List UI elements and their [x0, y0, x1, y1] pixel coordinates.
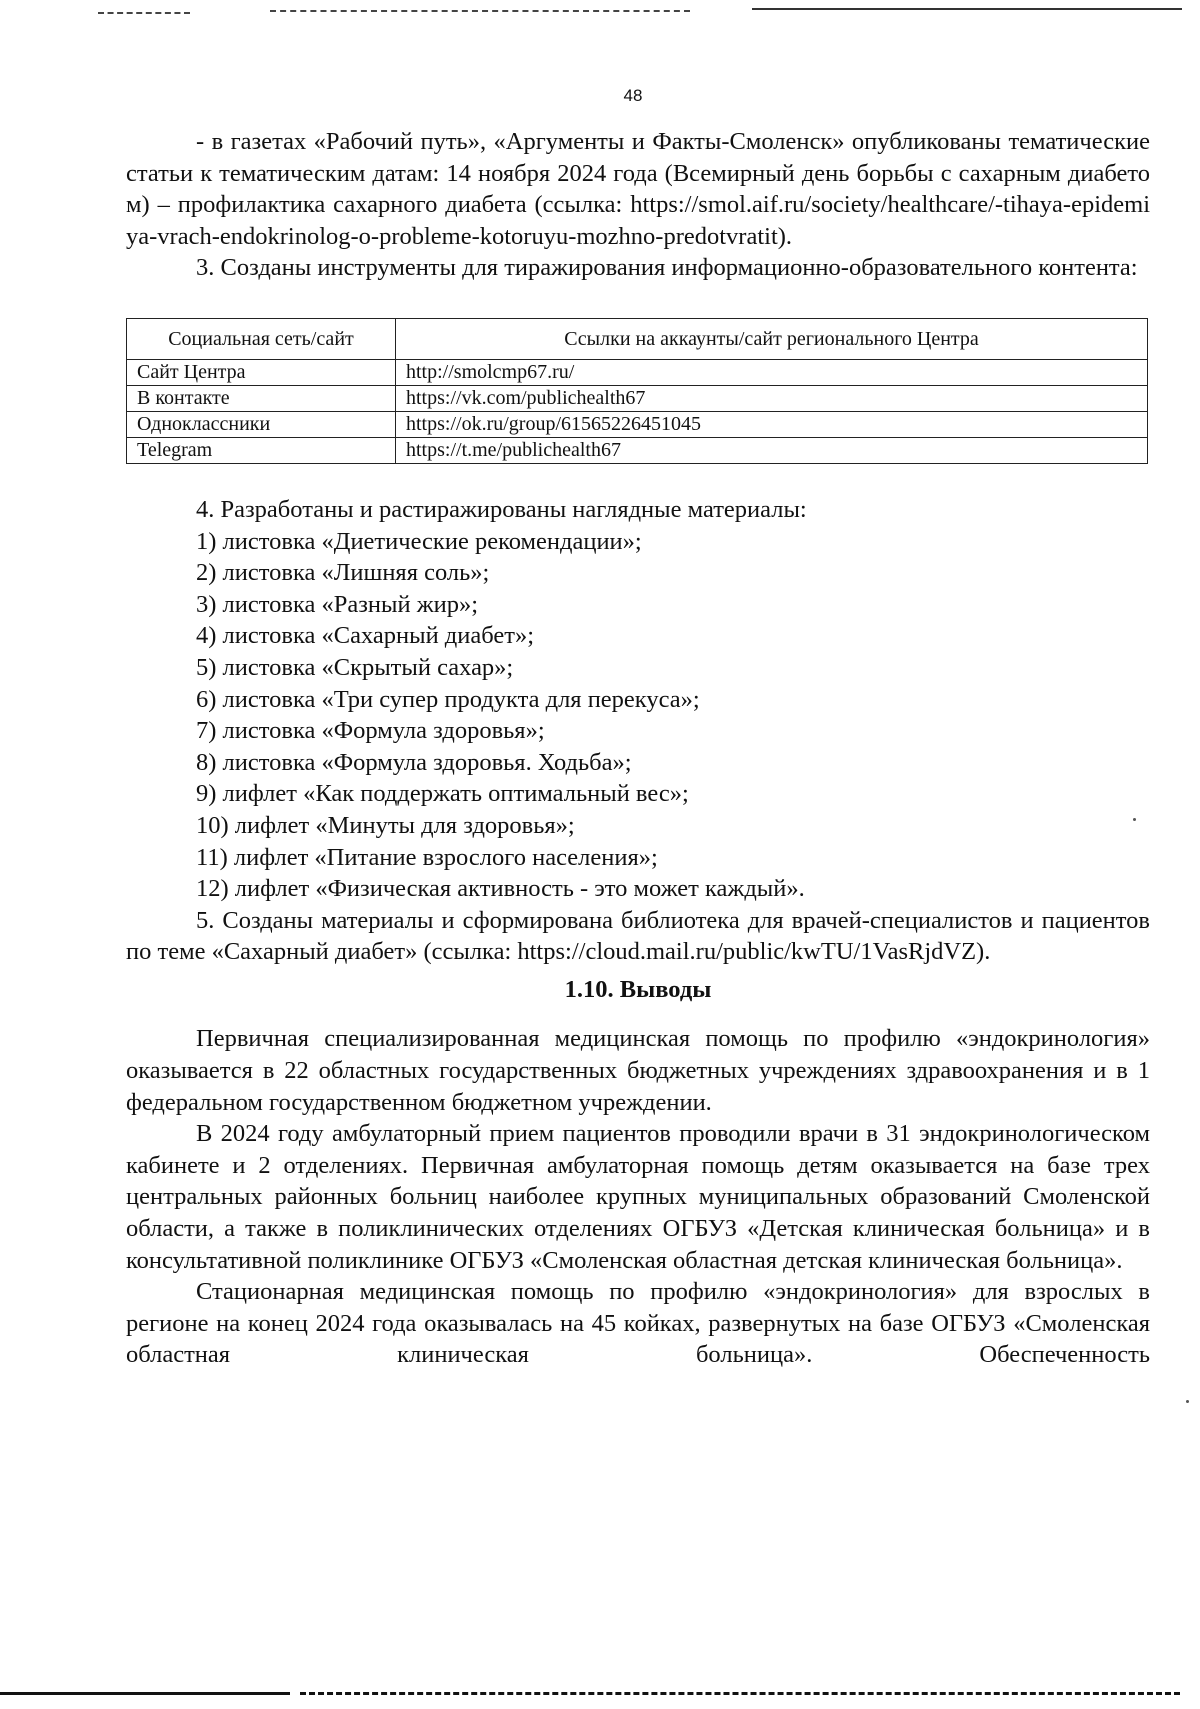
table-row: [127, 437, 1148, 463]
page-number: 48: [623, 86, 643, 105]
table-row: [127, 385, 1148, 411]
list-item: 9) лифлет «Как поддержать оптимальный вес»;: [196, 780, 689, 808]
scan-edge-bottom-left: [0, 1692, 290, 1695]
table-cell-network: В контакте: [127, 385, 396, 411]
scan-edge-bottom-right: [300, 1692, 1180, 1695]
conclusion-paragraph: Стационарная медицинская помощь по профилю «эндокринология» для взрослых в регионе на конец 2024 года оказывалась на 45 койках, развернутых на базе ОГБУЗ «Смоленская областная клиническая больница». Обеспеченность: [126, 1278, 1150, 1369]
newspaper-paragraph: - в газетах «Рабочий путь», «Аргументы и Факты-Смоленск» опубликованы тематические статьи к тематическим датам: 14 ноября 2024 года (Всемирный день борьбы с сахарным диабетом) – профилактика сахарного диабета (ссылка: https://smol.aif.ru/society/healthcare/-tihaya-epidemiya-vrach-endokrinolog-o-probleme-kotoruyu-mozhno-predotvratit).: [126, 128, 1150, 250]
table-header-row: [127, 318, 1148, 359]
table-cell-link[interactable]: https://vk.com/publichealth67: [396, 385, 1148, 411]
table-header-links: Ссылки на аккаунты/сайт регионального Центра: [396, 318, 1148, 359]
list-item: 7) листовка «Формула здоровья»;: [196, 717, 545, 745]
table-cell-link[interactable]: https://t.me/publichealth67: [396, 437, 1148, 463]
table-cell-network: Telegram: [127, 437, 396, 463]
table-cell-network: Сайт Центра: [127, 359, 396, 385]
table-cell-network: Одноклассники: [127, 411, 396, 437]
table-cell-link[interactable]: http://smolcmp67.ru/: [396, 359, 1148, 385]
conclusion-paragraph: Первичная специализированная медицинская помощь по профилю «эндокринология» оказывается в 22 областных государственных бюджетных учреждениях здравоохранения и в 1 федеральном государственном бюджетном учреждении.: [126, 1025, 1150, 1116]
scan-speck: [1186, 1400, 1189, 1403]
list-item: 5) листовка «Скрытый сахар»;: [196, 653, 514, 681]
list-item: 3) листовка «Разный жир»;: [196, 590, 479, 618]
list-item: 10) лифлет «Минуты для здоровья»;: [196, 811, 575, 839]
scan-edge-top-right: [752, 8, 1182, 10]
table-row: [127, 359, 1148, 385]
list-item: 4) листовка «Сахарный диабет»;: [196, 622, 535, 650]
table-row: [127, 411, 1148, 437]
table-cell-link[interactable]: https://ok.ru/group/61565226451045: [396, 411, 1148, 437]
list-item: 1) листовка «Диетические рекомендации»;: [196, 527, 642, 555]
scan-edge-top-center: [270, 10, 690, 12]
conclusion-paragraph: В 2024 году амбулаторный прием пациентов проводили врачи в 31 эндокринологическом кабинете и 2 отделениях. Первичная амбулаторная помощь детям оказывается на базе трех центральных районных больниц наиболее крупных муниципальных образований Смоленской области, а также в поликлинических отделениях ОГБУЗ «Детская клиническая больница» и в консультативной поликлинике ОГБУЗ «Смоленская областная детская клиническая больница».: [126, 1120, 1150, 1274]
materials-list: [126, 494, 1150, 905]
list-item: 8) листовка «Формула здоровья. Ходьба»;: [196, 748, 632, 776]
tools-paragraph: 3. Созданы инструменты для тиражирования информационно-образовательного контента:: [196, 254, 1138, 282]
scan-edge-top-left: [98, 12, 190, 14]
list-item: 11) лифлет «Питание взрослого населения»;: [196, 843, 658, 871]
materials-intro: 4. Разработаны и растиражированы наглядные материалы:: [196, 495, 807, 523]
list-item: 12) лифлет «Физическая активность - это может каждый».: [196, 875, 805, 903]
social-networks-table: [126, 318, 1148, 464]
list-item: 2) листовка «Лишняя соль»;: [196, 559, 490, 587]
library-paragraph: 5. Созданы материалы и сформирована библиотека для врачей-специалистов и пациентов по теме «Сахарный диабет» (ссылка: https://cloud.mail.ru/public/kwTU/1VasRjdVZ).: [126, 906, 1150, 966]
table-header-network: Социальная сеть/сайт: [127, 318, 396, 359]
section-heading: 1.10. Выводы: [564, 975, 712, 1003]
document-page: [126, 126, 1150, 1371]
list-item: 6) листовка «Три супер продукта для перекуса»;: [196, 685, 700, 713]
